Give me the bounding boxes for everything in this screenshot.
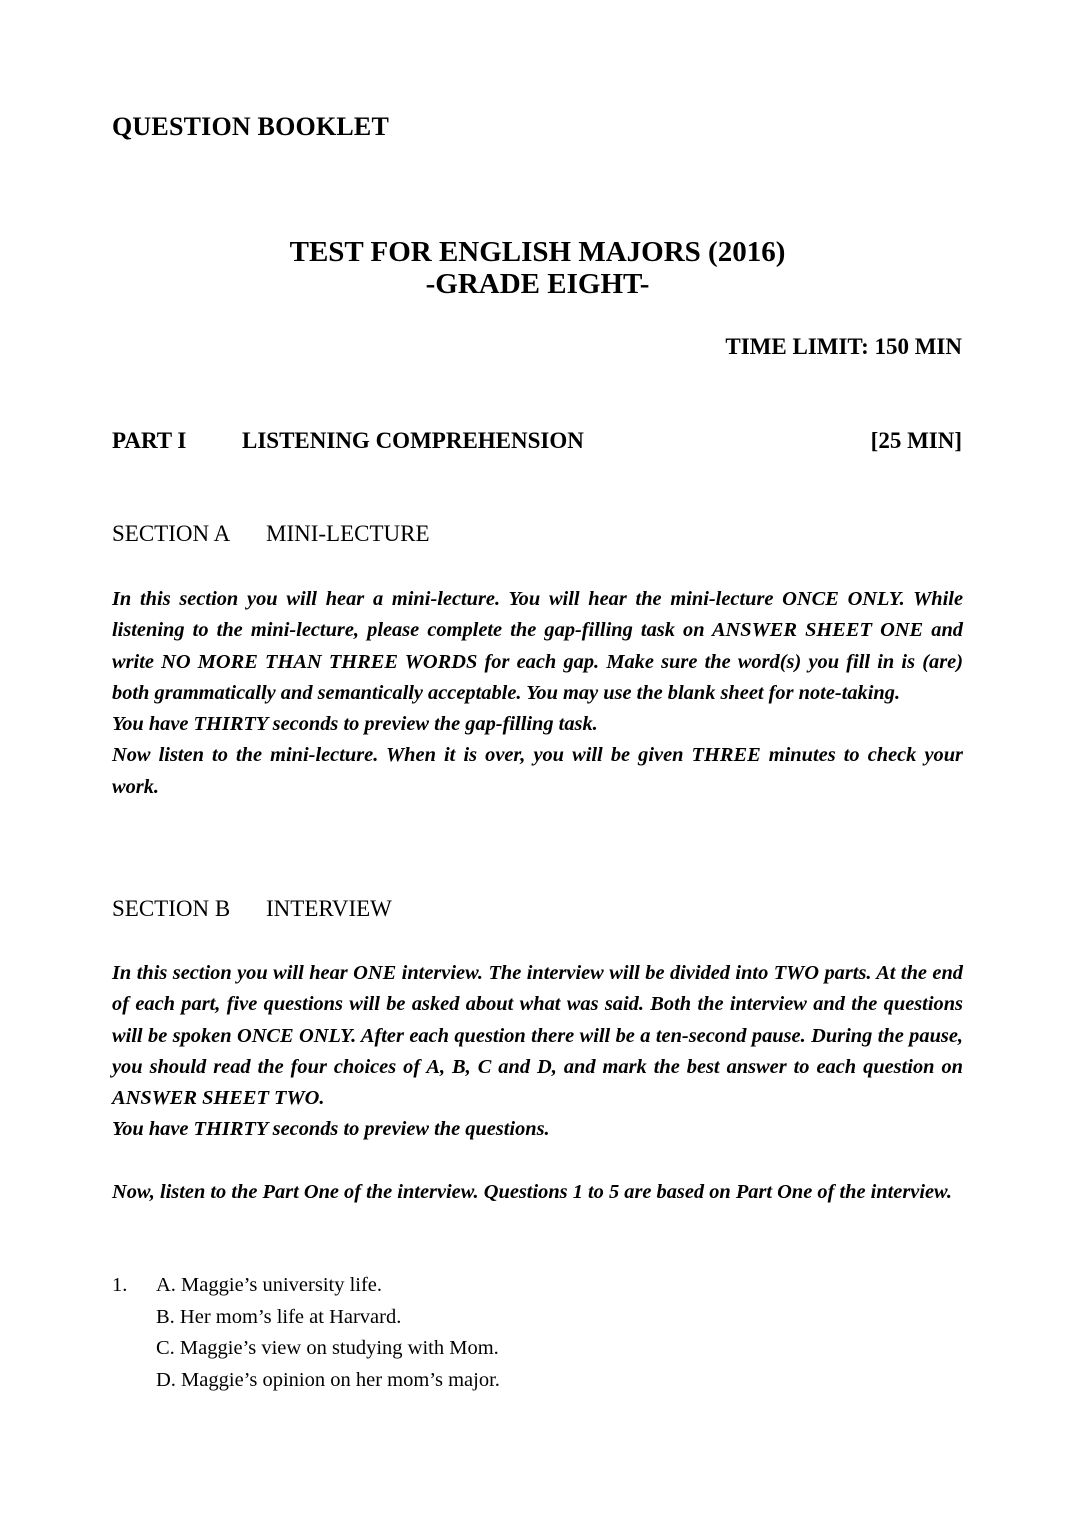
question-number: 1. (112, 1274, 128, 1296)
test-title-line2: -GRADE EIGHT- (425, 268, 650, 300)
section-b-title: INTERVIEW (266, 896, 392, 921)
section-a-label: SECTION A (112, 521, 231, 546)
test-title-line1: TEST FOR ENGLISH MAJORS (2016) (289, 236, 786, 268)
section-b-instruction-paragraph: You have THIRTY seconds to preview the questions. (112, 1118, 550, 1141)
question-options (156, 1270, 500, 1396)
test-title (0, 236, 1075, 300)
section-b-label: SECTION B (112, 896, 231, 921)
option-c: C. Maggie’s view on studying with Mom. (156, 1337, 499, 1359)
section-b-instructions (112, 958, 963, 1146)
part-name: LISTENING COMPREHENSION (242, 428, 584, 453)
section-b-heading (112, 896, 392, 922)
option-d: D. Maggie’s opinion on her mom’s major. (156, 1368, 500, 1391)
section-a-title: MINI-LECTURE (266, 521, 430, 546)
part-one-intro (112, 1177, 963, 1208)
section-a-instructions (112, 584, 963, 803)
booklet-title: QUESTION BOOKLET (112, 112, 389, 141)
part-number: PART I (112, 428, 187, 453)
part-one-intro-text: Now, listen to the Part One of the interview. Questions 1 to 5 are based on Part One of the interview. (112, 1181, 952, 1203)
option-b: B. Her mom’s life at Harvard. (156, 1305, 402, 1328)
option-a: A. Maggie’s university life. (156, 1274, 383, 1296)
section-a-heading (112, 521, 430, 547)
part-heading (112, 428, 962, 458)
section-a-instruction-paragraph: Now listen to the mini-lecture. When it is over, you will be given THREE minutes to check your work. (112, 744, 963, 798)
time-limit: TIME LIMIT: 150 MIN (725, 334, 962, 359)
section-a-instruction-paragraph: In this section you will hear a mini-lecture. You will hear the mini-lecture ONCE ONLY. While listening to the mini-lecture, please complete the gap-filling task on ANSWER SHEET ONE and write NO MORE THAN THREE WORDS for each gap. Make sure the word(s) you fill in is (are) both grammatically and semantically acceptable. You may use the blank sheet for note-taking. (112, 588, 963, 704)
section-a-instruction-paragraph: You have THIRTY seconds to preview the gap-filling task. (112, 713, 598, 736)
part-time: [25 MIN] (870, 428, 962, 453)
section-b-instruction-paragraph: In this section you will hear ONE interview. The interview will be divided into TWO parts. At the end of each part, five questions will be asked about what was said. Both the interview and the questions will be spoken ONCE ONLY. After each question there will be a ten-second pause. During the pause, you should read the four choices of A, B, C and D, and mark the best answer to each question on ANSWER SHEET TWO. (112, 962, 963, 1110)
